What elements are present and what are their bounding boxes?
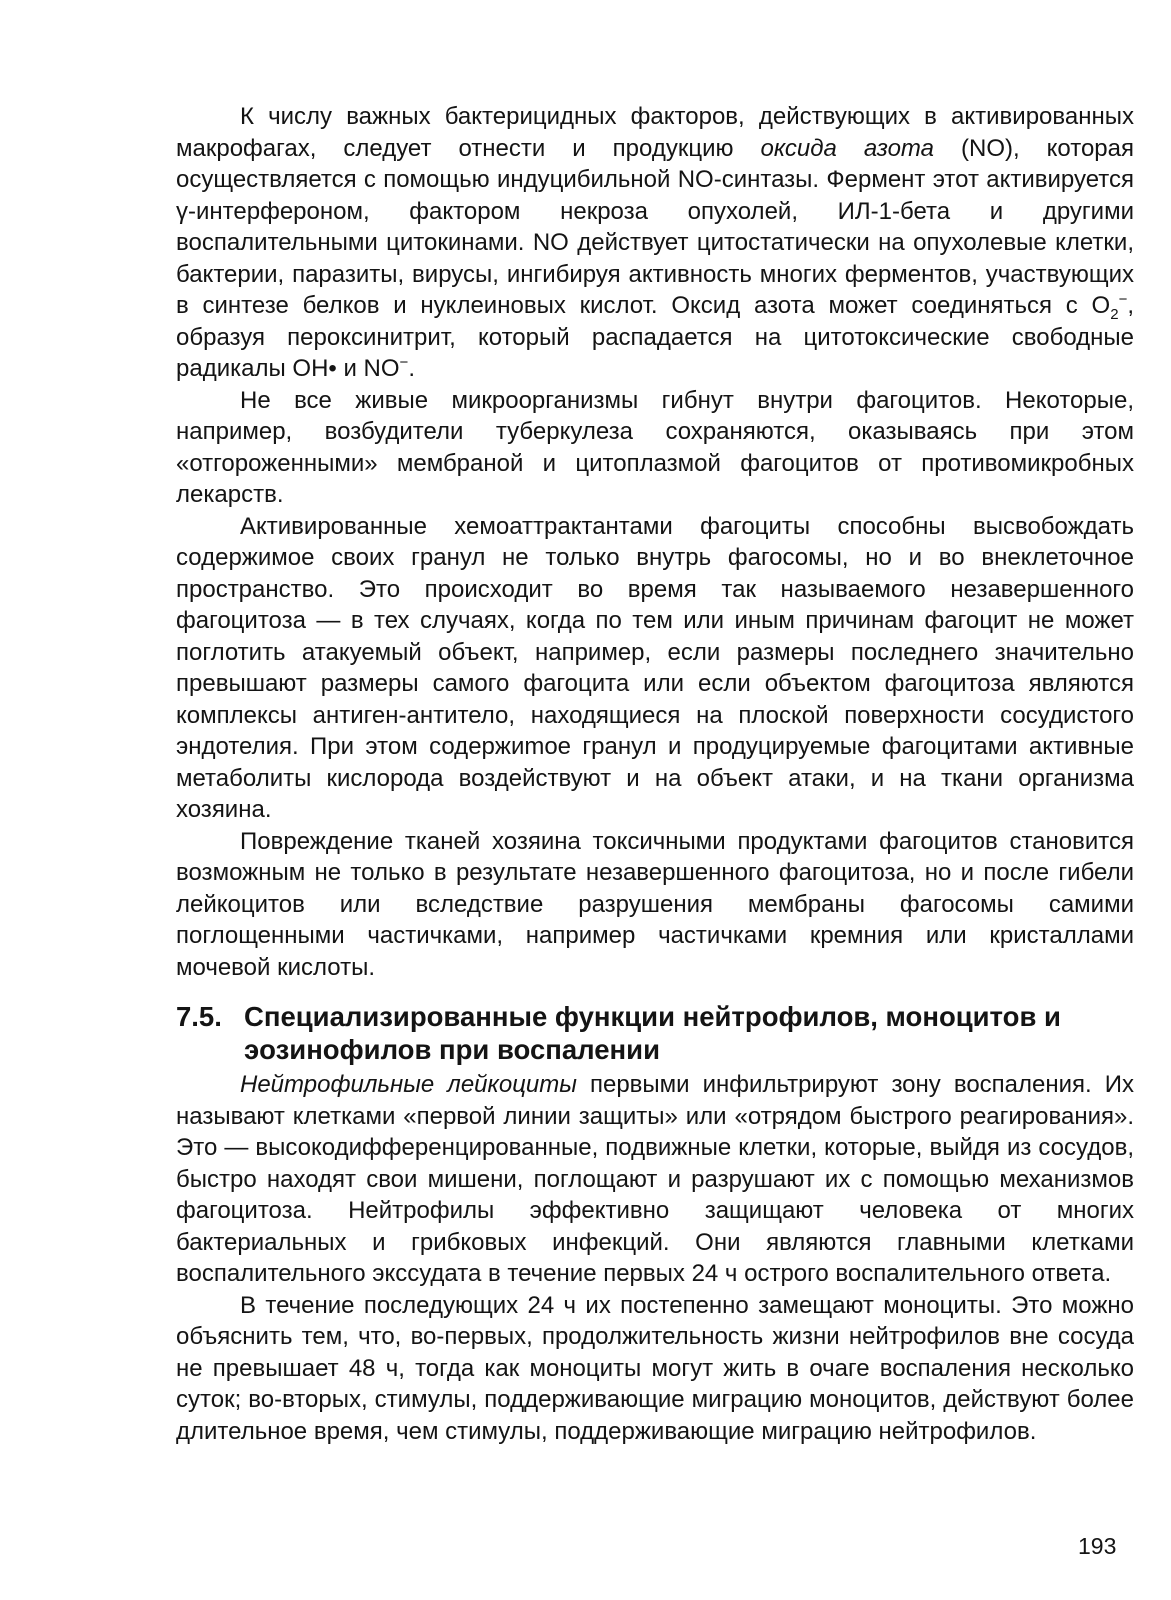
paragraph-text: . xyxy=(408,355,415,382)
paragraph-tissue-damage: Повреждение тканей хозяина токсичными продуктами фагоцитов становится возможным не только в результате незавершенного фагоцитоза, но и после гибели лейкоцитов или вследствие разрушения мембраны фагосомы самими поглощенными частичками, например частичками кремния или кристаллами мочевой кислоты. xyxy=(176,827,1134,981)
paragraph-text: первыми инфильтрируют зону воспаления. Их называют клетками «первой линии защиты» или «отрядом быстрого реагирования». Это — высокодифференцированные, подвижные клетки, которые, выйдя из сосудов, быстро находят свои мишени, поглощают и разрушают их с помощью механизмов фагоцитоза. Нейтрофилы эффективно защищают человека от многих бактериальных и грибковых инфекций. Они являются главными клетками воспалительного экссудата в течение первых 24 ч острого воспалительного ответа. xyxy=(176,1071,1135,1287)
paragraph-neutrophils xyxy=(176,1069,1134,1290)
paragraph-text: , образуя пероксинитрит, который распадается на цитотоксические свободные радикалы OH• и NO xyxy=(176,292,1134,382)
emphasis-term: Нейтрофильные лейкоциты xyxy=(240,1071,577,1098)
section-heading xyxy=(176,1000,1136,1066)
superscript: − xyxy=(399,354,409,371)
section-title: Специализированные функции нейтрофилов, моноцитов и эозинофилов при воспалении xyxy=(244,1001,1061,1065)
paragraph-nitric-oxide xyxy=(176,101,1134,385)
superscript: − xyxy=(1118,291,1128,308)
paragraph-surviving-microbes: Не все живые микроорганизмы гибнут внутри фагоцитов. Некоторые, например, возбудители туберкулеза сохраняются, оказываясь при этом «отгороженными» мембраной и цитоплазмой фагоцитов от противомикробных лекарств. xyxy=(176,386,1134,508)
body-text-upper xyxy=(176,101,1134,983)
paragraph-granule-release: Активированные хемоаттрактантами фагоциты способны высвобождать содержимое своих гранул не только внутрь фагосомы, но и во внеклеточное пространство. Это происходит во время так называемого незавершенного фагоцитоза — в тех случаях, когда по тем или иным причинам фагоцит не может поглотить атакуемый объект, например, если размеры последнего значительно превышают размеры самого фагоцита или если объектом фагоцитоза являются комплексы антиген-антитело, находящиеся на плоской поверхности сосудистого эндотелия. При этом содержиmое гранул и продуцируемые фагоцитами активные метаболиты кислорода воздействуют и на объект атаки, и на ткани организма хозяина. xyxy=(176,512,1134,823)
emphasis-term: оксида азота xyxy=(760,134,934,162)
paragraph-text: (NO), которая осуществляется с помощью индуцибильной NO-синтазы. Фермент этот активируется γ-интерфероном, фактором некроза опухолей, ИЛ-1-бета и другими воспалительными цитокинами. NO действует цитостатически на опухолевые клетки, бактерии, паразиты, вирусы, ингибируя активность многих ферментов, участвующих в синтезе белков и нуклеиновых кислот. Оксид азота может соединяться с O xyxy=(176,134,1134,319)
body-text-lower xyxy=(176,1069,1134,1447)
subscript: 2 xyxy=(1110,305,1119,323)
paragraph-text: К числу важных бактерицидных факторов, действующих в активированных макрофагах, следует отнести и продукцию xyxy=(176,103,1134,162)
section-number: 7.5. xyxy=(176,1001,222,1032)
paragraph-monocytes: В течение последующих 24 ч их постепенно замещают моноциты. Это можно объяснить тем, что, во-первых, продолжительность жизни нейтрофилов вне сосуда не превышает 48 ч, тогда как моноциты могут жить в очаге воспаления несколько суток; во-вторых, стимулы, поддерживающие миграцию моноцитов, действуют более длительное время, чем стимулы, поддерживающие миграцию нейтрофилов. xyxy=(176,1291,1134,1445)
page-number: 193 xyxy=(1078,1533,1117,1559)
